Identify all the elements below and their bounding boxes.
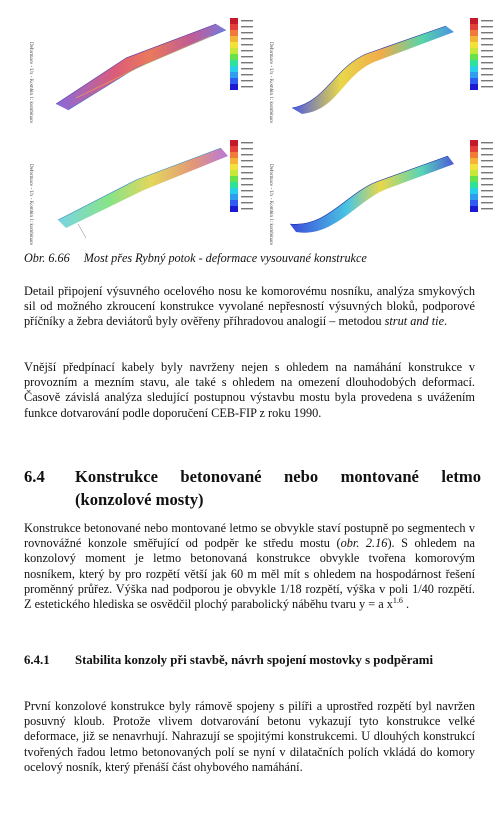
deformation-plot-2 [256, 6, 495, 124]
legend-value-mark [241, 154, 253, 155]
color-legend [230, 18, 253, 90]
deformation-plot-3 [16, 128, 256, 246]
legend-swatch [230, 84, 238, 90]
paragraph-2: Vnější předpínací kabely byly navrženy nejen s ohledem na namáhání konstrukce v provozním a mezním stavu, ale také s ohledem na omezení dlouhodobých deformací. Časově závislá analýza sledující postupnou výstavbu mostu byla provedena s uvážením funkce dotvarování podle doporučení CEB-FIP z roku 1990. [24, 360, 475, 420]
deformation-plot-4 [256, 128, 495, 246]
legend-swatch [470, 200, 478, 206]
legend-swatch [470, 48, 478, 54]
legend-swatch [230, 72, 238, 78]
legend-value-mark [241, 172, 253, 173]
legend-value-mark [241, 160, 253, 161]
paragraph-text: . [402, 597, 410, 612]
legend-value-mark [481, 154, 493, 155]
legend-swatch [470, 146, 478, 152]
legend-swatch [230, 170, 238, 176]
legend-value-mark [481, 38, 493, 39]
legend-swatch [470, 36, 478, 42]
legend-swatch [470, 30, 478, 36]
section-number: 6.4 [24, 467, 45, 486]
emphasis-text: strut and tie [384, 314, 445, 329]
legend-value-mark [241, 148, 253, 149]
legend-swatch [230, 78, 238, 84]
legend-value-mark [481, 68, 493, 69]
paragraph-text: Konstrukce betonované nebo montované letmo se obvykle staví postupně po segmentech v rovnovážné konzole směřující od podpěr ke středu mostu ( [24, 521, 475, 551]
legend-value-mark [481, 50, 493, 51]
legend-value-mark [241, 68, 253, 69]
legend-value-mark [241, 56, 253, 57]
legend-value-mark [481, 148, 493, 149]
legend-value-mark [481, 172, 493, 173]
paragraph-4: První konzolové konstrukce byly rámově spojeny s pilíři a uprostřed rozpětí byl navržen posuvný kloub. Protože vlivem dotvarování betonu vykazují tyto konstrukce velké deformace, již se nenavrhují. Nahrazují se spojitými konstrukcemi. U dlouhých konstrukcí tvořených řadou letmo betonovaných polí se nyní v dilatačních polích vkládá do komory ocelový nosník, který přenáší část ohybového namáhání. [24, 699, 475, 774]
legend-value-mark [481, 208, 493, 209]
legend-value-mark [481, 74, 493, 75]
legend-swatch [230, 18, 238, 24]
color-legend [230, 140, 253, 212]
legend-value-mark [241, 190, 253, 191]
legend-swatch [470, 24, 478, 30]
figure-caption [24, 251, 474, 266]
legend-value-mark [241, 202, 253, 203]
legend-swatch [230, 36, 238, 42]
subsection-title: Stabilita konzoly při stavbě, návrh spojení mostovky s podpěrami [75, 653, 434, 667]
legend-value-mark [481, 178, 493, 179]
legend-swatch [230, 24, 238, 30]
legend-value-mark [241, 178, 253, 179]
legend-swatch [470, 188, 478, 194]
panel-label: Deformace - Ux - Kombin 1: kombinace [28, 42, 33, 124]
legend-swatch [230, 140, 238, 146]
panel-label: Deformace - Ux - Kombin 1: kombinace [28, 164, 33, 246]
legend-value-mark [241, 80, 253, 81]
legend-value-mark [241, 184, 253, 185]
legend-value-mark [481, 86, 493, 87]
legend-swatch [230, 206, 238, 212]
legend-value-mark [241, 38, 253, 39]
legend-swatch [470, 206, 478, 212]
legend-value-mark [481, 32, 493, 33]
legend-swatch [230, 158, 238, 164]
figure-grid [0, 0, 495, 250]
legend-value-mark [481, 202, 493, 203]
legend-swatch [470, 78, 478, 84]
legend-swatch [470, 182, 478, 188]
legend-value-mark [481, 62, 493, 63]
legend-value-mark [241, 50, 253, 51]
legend-value-mark [481, 184, 493, 185]
legend-value-mark [481, 160, 493, 161]
legend-swatch [230, 54, 238, 60]
legend-value-mark [241, 166, 253, 167]
legend-swatch [470, 194, 478, 200]
color-legend [470, 140, 493, 212]
legend-swatch [230, 152, 238, 158]
legend-value-mark [481, 190, 493, 191]
panel-label: Deformace - Ux - Kombin 1: kombinace [268, 164, 273, 246]
paragraph-text: ). S ohledem na konzolový moment je letmo betonovaná konstrukce obvykle tvořena komorovým nosníkem, který by pro rozpětí větší jak 60 m měl mít s ohledem na hospodárnost řešení proměnný průřez. Výška nad podporou je obvykle 1/18 rozpětí, výška v poli 1/40 rozpětí. Z estetického hlediska se osvědčil plochý parabolický náběhu tvaru y = a x [24, 536, 475, 612]
legend-value-mark [241, 74, 253, 75]
paragraph-text: Detail připojení výsuvného ocelového nosu ke komorovému nosníku, analýza smykových sil od možného zkroucení konstrukce vyvolané nepřesností výsuvných bloků, podporové příčníky a žebra deviátorů byly ověřeny příhradovou analogií – metodou [24, 284, 475, 329]
legend-swatch [470, 170, 478, 176]
subsection-number: 6.4.1 [24, 653, 50, 667]
legend-swatch [230, 194, 238, 200]
legend-swatch [470, 164, 478, 170]
legend-value-mark [481, 26, 493, 27]
legend-swatch [230, 42, 238, 48]
legend-swatch [230, 48, 238, 54]
legend-swatch [230, 146, 238, 152]
legend-swatch [470, 158, 478, 164]
legend-value-mark [241, 44, 253, 45]
figure-reference: obr. 2.16 [340, 536, 388, 551]
caption-text: Most přes Rybný potok - deformace vysouvané konstrukce [83, 251, 367, 265]
legend-swatch [470, 72, 478, 78]
caption-number: Obr. 6.66 [24, 251, 70, 265]
paragraph-3 [24, 521, 475, 612]
color-legend [470, 18, 493, 90]
legend-swatch [230, 66, 238, 72]
panel-label: Deformace - Ux - Kombin 1: kombinace [268, 42, 273, 124]
legend-value-mark [241, 26, 253, 27]
legend-swatch [230, 30, 238, 36]
paragraph-1 [24, 284, 475, 330]
legend-swatch [470, 18, 478, 24]
legend-swatch [470, 66, 478, 72]
legend-value-mark [481, 80, 493, 81]
legend-value-mark [241, 142, 253, 143]
legend-value-mark [241, 62, 253, 63]
legend-value-mark [481, 196, 493, 197]
legend-value-mark [241, 20, 253, 21]
legend-swatch [230, 60, 238, 66]
paragraph-text: . [444, 314, 448, 329]
legend-swatch [230, 200, 238, 206]
legend-swatch [470, 84, 478, 90]
legend-swatch [470, 152, 478, 158]
legend-value-mark [481, 20, 493, 21]
exponent: 1.6 [392, 595, 403, 605]
legend-value-mark [241, 208, 253, 209]
legend-value-mark [481, 44, 493, 45]
legend-swatch [470, 54, 478, 60]
legend-value-mark [241, 86, 253, 87]
legend-swatch [470, 140, 478, 146]
legend-swatch [470, 176, 478, 182]
legend-swatch [230, 176, 238, 182]
legend-swatch [470, 60, 478, 66]
legend-value-mark [481, 142, 493, 143]
section-title: Konstrukce betonované nebo montované letmo (konzolové mosty) [75, 467, 481, 509]
legend-value-mark [481, 56, 493, 57]
legend-swatch [230, 182, 238, 188]
legend-swatch [230, 188, 238, 194]
legend-value-mark [241, 32, 253, 33]
legend-swatch [470, 42, 478, 48]
legend-value-mark [241, 196, 253, 197]
legend-value-mark [481, 166, 493, 167]
deformation-plot-1 [16, 6, 256, 124]
legend-swatch [230, 164, 238, 170]
